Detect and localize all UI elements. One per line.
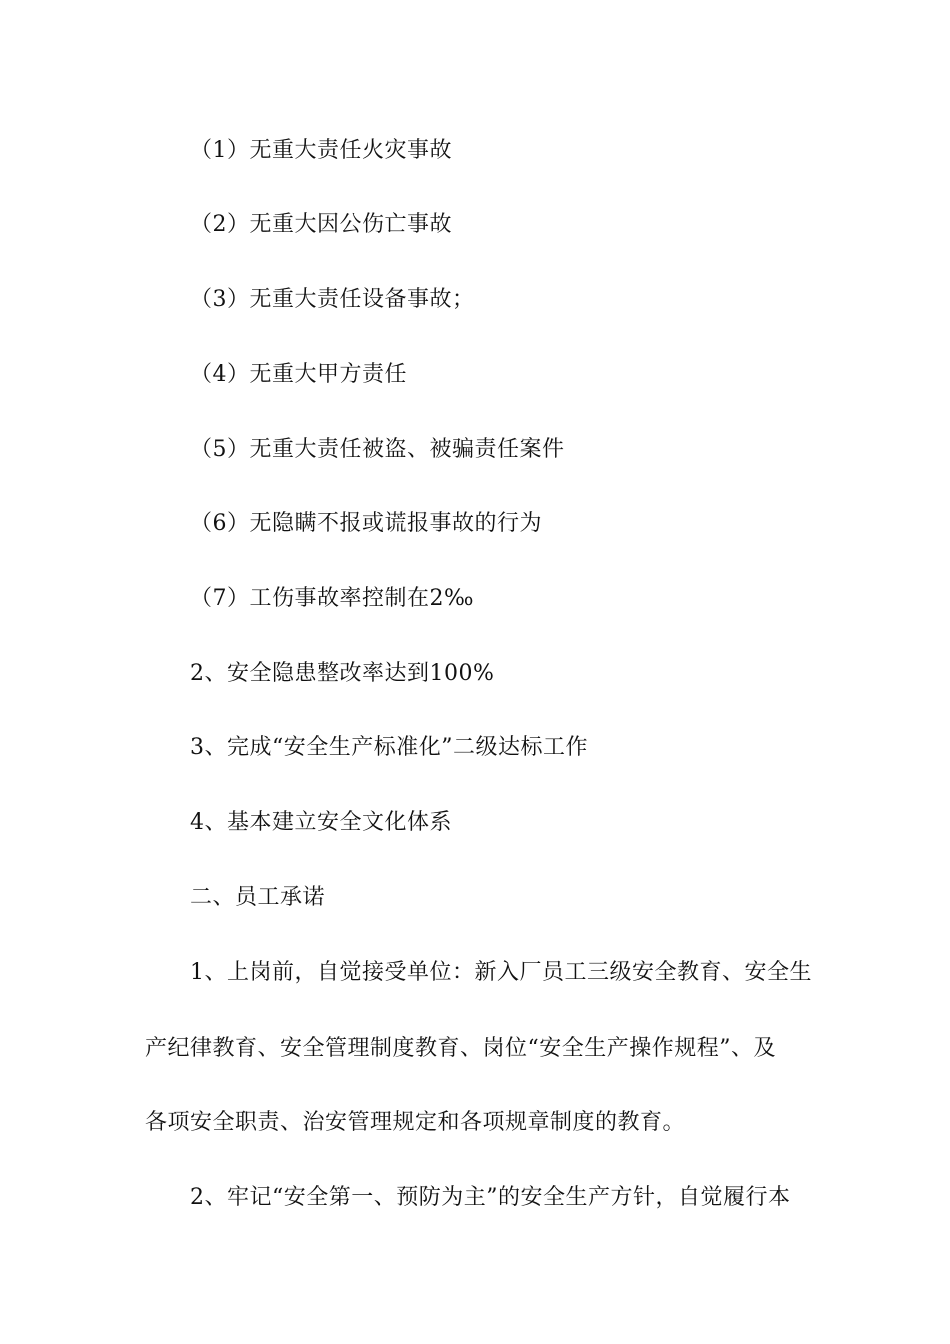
commitment-2-line-1: 2、牢记“安全第一、预防为主”的安全生产方针，自觉履行本 bbox=[190, 1185, 791, 1210]
target-item-6: （6）无隐瞒不报或谎报事故的行为 bbox=[190, 511, 542, 536]
target-item-1: （1）无重大责任火灾事故 bbox=[190, 138, 452, 163]
commitment-1-line-1: 1、上岗前，自觉接受单位：新入厂员工三级安全教育、安全生 bbox=[190, 960, 812, 985]
target-item-3: （3）无重大责任设备事故； bbox=[190, 287, 475, 312]
goal-2: 2、安全隐患整改率达到100% bbox=[190, 661, 495, 686]
target-item-2: （2）无重大因公伤亡事故 bbox=[190, 212, 452, 237]
commitment-1-line-2: 产纪律教育、安全管理制度教育、岗位“安全生产操作规程”、及 bbox=[145, 1036, 776, 1061]
commitment-1-line-3: 各项安全职责、治安管理规定和各项规章制度的教育。 bbox=[145, 1110, 686, 1135]
goal-3: 3、完成“安全生产标准化”二级达标工作 bbox=[190, 735, 588, 760]
section-heading-employee-commitment: 二、员工承诺 bbox=[190, 885, 326, 910]
target-item-7: （7）工伤事故率控制在2‰ bbox=[190, 586, 475, 611]
goal-4: 4、基本建立安全文化体系 bbox=[190, 810, 452, 835]
target-item-4: （4）无重大甲方责任 bbox=[190, 362, 407, 387]
target-item-5: （5）无重大责任被盗、被骗责任案件 bbox=[190, 437, 565, 462]
